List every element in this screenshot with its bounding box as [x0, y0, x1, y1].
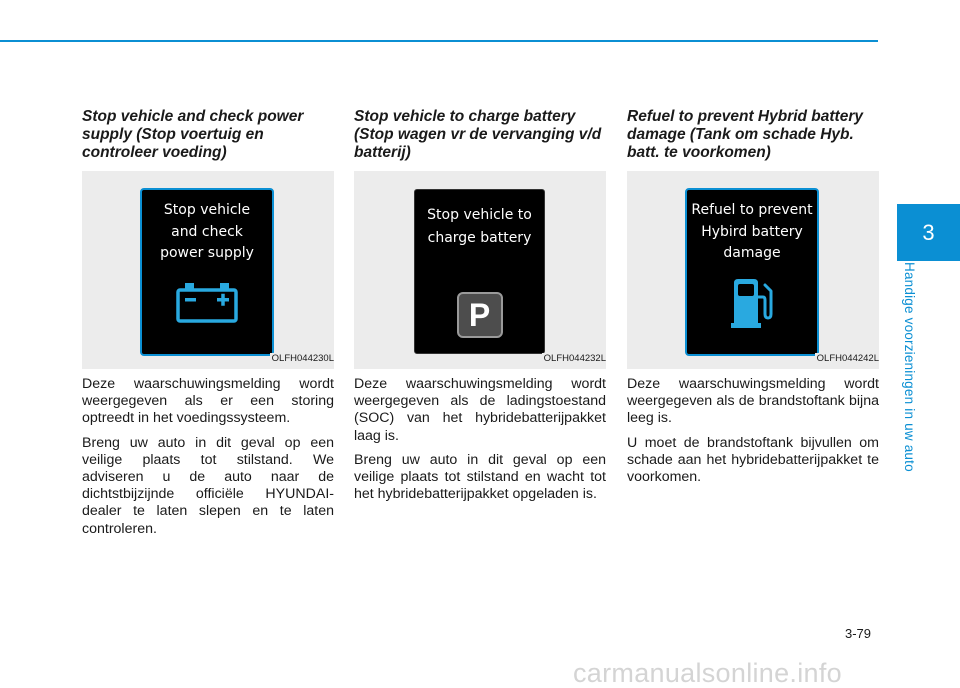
park-p-icon [457, 292, 503, 338]
display-line: Hybird battery [701, 223, 803, 240]
paragraph: Breng uw auto in dit geval op een veilige plaats tot stilstand en wacht tot het hybridebatterijpakket opgeladen is. [354, 451, 606, 503]
section-body [82, 376, 334, 545]
warning-figure [82, 171, 334, 369]
section-body [354, 376, 606, 510]
battery-icon [175, 283, 239, 325]
chapter-title-vertical [898, 262, 928, 492]
display-line: power supply [160, 245, 254, 261]
paragraph: Deze waarschuwingsmelding wordt weergegeven als de ladingstoestand (SOC) van het hybridebatterijpakket laag is. [354, 376, 606, 444]
warning-figure [354, 171, 606, 369]
display-line: and check [171, 223, 243, 240]
paragraph: U moet de brandstoftank bijvullen om schade aan het hybridebatterijpakket te voorkomen. [627, 434, 879, 486]
display-line: damage [723, 245, 781, 261]
display-line: Stop vehicle to [427, 207, 532, 223]
section-heading: Refuel to prevent Hybrid battery damage (Tank om schade Hyb. batt. te voorkomen) [627, 108, 863, 161]
chapter-number: 3 [922, 219, 935, 245]
header-rule [0, 40, 878, 42]
display-line: Refuel to prevent [691, 202, 813, 218]
section-stop-charge-battery [354, 108, 608, 503]
fuel-pump-icon [728, 277, 776, 329]
chapter-title: Handige voorzieningen in uw auto [902, 262, 917, 472]
cluster-display [685, 188, 819, 356]
paragraph: Deze waarschuwingsmelding wordt weergegeven als er een storing optreedt in het voedingssysteem. [82, 376, 334, 427]
display-message [160, 200, 254, 265]
display-line: Stop vehicle [163, 202, 251, 218]
cluster-display [414, 189, 545, 354]
figure-code: OLFH044242L [816, 353, 879, 364]
display-line: charge battery [427, 230, 532, 246]
figure-code: OLFH044230L [271, 353, 334, 364]
chapter-tab [897, 204, 960, 261]
cluster-display [140, 188, 274, 356]
figure-code: OLFH044232L [543, 353, 606, 364]
section-stop-check-power [82, 108, 336, 537]
paragraph: Breng uw auto in dit geval op een veilige plaats tot stilstand. We adviseren u de auto naar de dichtstbijzijnde officiële HYUNDAI-dealer te laten slepen en te laten controleren. [82, 434, 334, 537]
section-body [627, 376, 879, 493]
watermark: carmanualsonline.info [573, 658, 842, 688]
page-number: 3-79 [845, 626, 872, 641]
section-heading: Stop vehicle and check power supply (Stop voertuig en controleer voeding) [82, 108, 304, 161]
display-message [427, 204, 532, 250]
paragraph: Deze waarschuwingsmelding wordt weergegeven als de brandstoftank bijna leeg is. [627, 376, 879, 427]
park-letter: P [468, 296, 491, 333]
warning-figure [627, 171, 879, 369]
display-message [691, 200, 812, 265]
section-refuel-prevent-damage [627, 108, 881, 486]
section-heading: Stop vehicle to charge battery (Stop wagen vr de vervanging v/d batterij) [354, 108, 602, 161]
